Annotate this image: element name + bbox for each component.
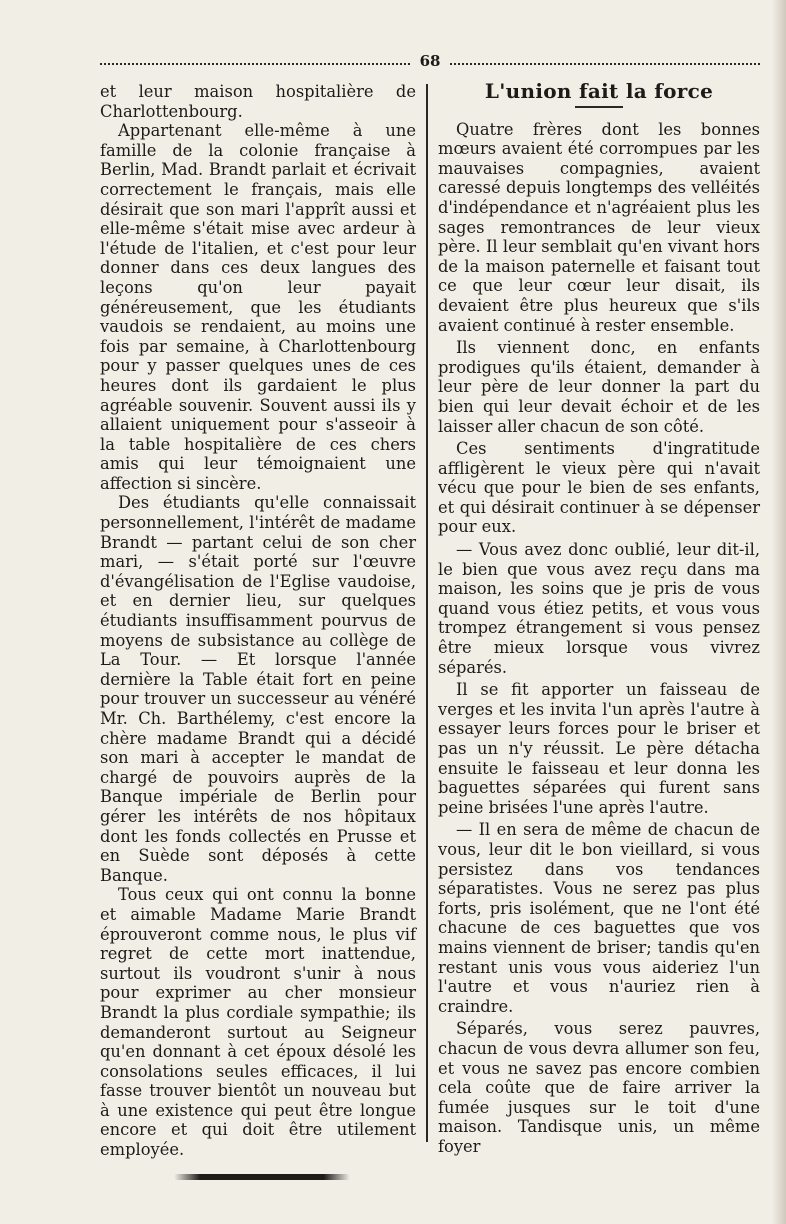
paragraph: Appartenant elle-même à une famille de la colonie française à Berlin, Mad. Brandt parlait et écrivait correctement le français, mais elle désirait que son mari l'apprît aussi et elle-même s'était mise avec ardeur à l'étude de l'italien, et c'est pour leur donner dans ces deux langues des leçons qu'on leur payait généreusement, que les étudiants vaudois se rendaient, au moins une fois par semaine, à Charlottenbourg pour y passer quelques unes de ces heures dont ils gardaient le plus agréable souvenir. Souvent aussi ils y allaient uniquement pour s'asseoir à la table hospitalière de ces chers amis qui leur témoignaient une affection si sincère. <box>100 121 416 493</box>
page-number: 68 <box>419 52 441 70</box>
page-edge-shadow <box>772 0 786 1224</box>
right-column <box>438 79 760 1156</box>
column-divider <box>426 84 428 1142</box>
paragraph: et leur maison hospitalière de Charlottenbourg. <box>100 82 416 121</box>
article-title: L'union fait la force <box>484 79 714 103</box>
paragraph: Quatre frères dont les bonnes mœurs avaient été corrompues par les mauvaises compagnies, avaient caressé depuis longtemps des velléités d'indépendance et n'agréaient plus les sages remontrances de leur vieux père. Il leur semblait qu'en vivant hors de la maison paternelle et faisant tout ce que leur cœur leur disait, ils devaient être plus heureux que s'ils avaient continué à rester ensemble. <box>438 119 760 335</box>
title-rule <box>575 106 623 108</box>
left-column <box>100 82 416 1180</box>
paragraph: Ils viennent donc, en enfants prodigues qu'ils étaient, demander à leur père de leur donner la part du bien qui leur devait échoir et de les laisser aller chacun de son côté. <box>438 338 760 436</box>
paragraph: Des étudiants qu'elle connaissait personnellement, l'intérêt de madame Brandt — partant celui de son cher mari, — s'était porté sur l'œuvre d'évangélisation de l'Eglise vaudoise, et en dernier lieu, sur quelques étudiants insuffisamment pourvus de moyens de subsistance au collège de La Tour. — Et lorsque l'année dernière la Table était fort en peine pour trouver un successeur au vénéré Mr. Ch. Barthélemy, c'est encore la chère madame Brandt qui a décidé son mari à accepter le mandat de chargé de pouvoirs auprès de la Banque impériale de Berlin pour gérer les intérêts de nos hôpitaux dont les fonds collectés en Prusse et en Suède sont déposés à cette Banque. <box>100 493 416 885</box>
paragraph: — Vous avez donc oublié, leur dit-il, le bien que vous avez reçu dans ma maison, les soins que je pris de vous quand vous étiez petits, et vous vous trompez étrangement si vous pensez être mieux lorsque vous vivrez séparés. <box>438 540 760 677</box>
header-dotted-rule-right <box>450 63 760 65</box>
paragraph: — Il en sera de même de chacun de vous, leur dit le bon vieillard, si vous persistez dans vos tendances séparatistes. Vous ne serez pas plus forts, pris isolément, que ne l'ont été chacune de ces baguettes que vos mains viennent de briser; tandis qu'en restant unis vous vous aideriez l'un l'autre et vous n'auriez rien à craindre. <box>438 820 760 1016</box>
header-dotted-rule-left <box>100 63 410 65</box>
paragraph: Séparés, vous serez pauvres, chacun de vous devra allumer son feu, et vous ne savez pas encore combien cela coûte que de faire arriver la fumée jusques sur le toit d'une maison. Tandisque unis, un même foyer <box>438 1019 760 1156</box>
paragraph: Il se fit apporter un faisseau de verges et les invita l'un après l'autre à essayer leurs forces pour le briser et pas un n'y réussit. Le père détacha ensuite le faisseau et leur donna les baguettes séparées qui furent sans peine brisées l'une après l'autre. <box>438 680 760 817</box>
paragraph: Ces sentiments d'ingratitude affligèrent le vieux père qui n'avait vécu que pour le bien de ses enfants, et qui désirait continuer à se dépenser pour eux. <box>438 439 760 537</box>
paragraph: Tous ceux qui ont connu la bonne et aimable Madame Marie Brandt éprouveront comme nous, le plus vif regret de cette mort inattendue, surtout ils voudront s'unir à nous pour exprimer au cher monsieur Brandt la plus cordiale sympathie; ils demanderont surtout au Seigneur qu'en donnant à cet époux désolé les consolations seules efficaces, il lui fasse trouver bientôt un nouveau but à une existence qui peut être longue encore et qui doit être utilement employée. <box>100 885 416 1160</box>
page-header <box>100 52 760 72</box>
end-ornament <box>174 1174 350 1180</box>
